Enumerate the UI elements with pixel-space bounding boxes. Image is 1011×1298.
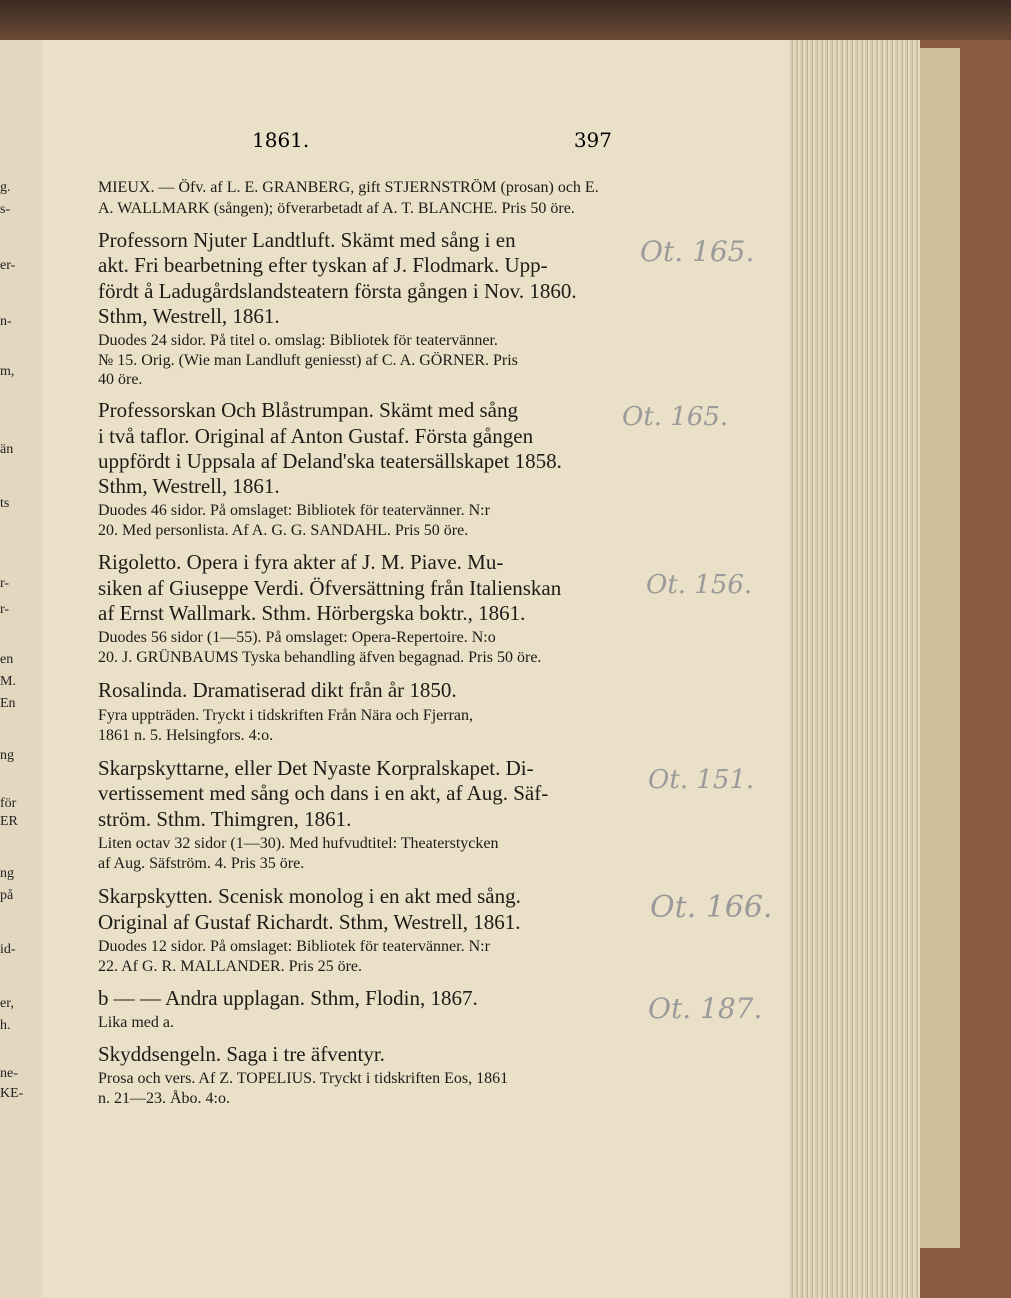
left-margin-text: g. bbox=[0, 180, 11, 195]
handwritten-note: Ot. 151. bbox=[648, 765, 755, 795]
left-margin-text: er- bbox=[0, 258, 16, 273]
left-margin-text: r- bbox=[0, 576, 10, 591]
left-margin-text: En bbox=[0, 696, 16, 711]
page bbox=[42, 40, 790, 1298]
entry-line: Sthm, Westrell, 1861. bbox=[98, 474, 280, 498]
left-margin-text: på bbox=[0, 888, 14, 903]
entry-line: Sthm, Westrell, 1861. bbox=[98, 304, 280, 328]
entry-title-line: Skarpskyttarne, eller Det Nyaste Korpralskapet. Di- bbox=[98, 756, 534, 780]
left-margin-text: h. bbox=[0, 1018, 11, 1033]
entry-note: Duodes 24 sidor. På titel o. omslag: Bibliotek för teatervänner. bbox=[98, 332, 498, 349]
entry-note: 20. J. GRÜNBAUMS Tyska behandling äfven begagnad. Pris 50 öre. bbox=[98, 649, 542, 666]
entry-note: af Aug. Säfström. 4. Pris 35 öre. bbox=[98, 855, 305, 872]
entry-note: Fyra uppträden. Tryckt i tidskriften Från Nära och Fjerran, bbox=[98, 707, 474, 724]
left-margin-text: M. bbox=[0, 674, 16, 689]
entry-note: n. 21—23. Åbo. 4:o. bbox=[98, 1090, 230, 1107]
entry-line: siken af Giuseppe Verdi. Öfversättning från Italienskan bbox=[98, 576, 562, 600]
left-margin-text: ne- bbox=[0, 1066, 18, 1081]
entry-line: uppfördt i Uppsala af Deland'ska teatersällskapet 1858. bbox=[98, 449, 562, 473]
entry-line: akt. Fri bearbetning efter tyskan af J. Flodmark. Upp- bbox=[98, 253, 548, 277]
entry-note: Lika med a. bbox=[98, 1014, 174, 1031]
entry-note: № 15. Orig. (Wie man Landluft geniesst) af C. A. GÖRNER. Pris bbox=[98, 352, 518, 369]
left-margin-text: än bbox=[0, 442, 14, 457]
entry-title-line: Skyddsengeln. Saga i tre äfventyr. bbox=[98, 1042, 385, 1066]
entry-note: Prosa och vers. Af Z. TOPELIUS. Tryckt i tidskriften Eos, 1861 bbox=[98, 1070, 509, 1087]
entry-note: Liten octav 32 sidor (1—30). Med hufvudtitel: Theaterstycken bbox=[98, 835, 499, 852]
left-margin-text: r- bbox=[0, 602, 10, 617]
entry-line: i två taflor. Original af Anton Gustaf. Första gången bbox=[98, 424, 534, 448]
entry-title-line: Professorn Njuter Landtluft. Skämt med sång i en bbox=[98, 228, 516, 252]
entry-note: Duodes 12 sidor. På omslaget: Bibliotek för teatervänner. N:r bbox=[98, 938, 490, 955]
left-margin-text: n- bbox=[0, 314, 12, 329]
header-year: 1861. bbox=[252, 128, 310, 152]
book-fore-edge bbox=[790, 40, 920, 1298]
left-margin-text: KE- bbox=[0, 1086, 24, 1101]
entry-line: Original af Gustaf Richardt. Sthm, Westrell, 1861. bbox=[98, 910, 521, 934]
left-margin-text: ng bbox=[0, 748, 14, 763]
handwritten-note: Ot. 187. bbox=[648, 992, 763, 1025]
entry-title-line: Rigoletto. Opera i fyra akter af J. M. Piave. Mu- bbox=[98, 550, 504, 574]
left-margin-text: en bbox=[0, 652, 14, 667]
left-margin-text: för bbox=[0, 796, 17, 811]
handwritten-note: Ot. 165. bbox=[640, 235, 755, 268]
left-margin-text: id- bbox=[0, 942, 16, 957]
entry-title-line: Professorskan Och Blåstrumpan. Skämt med sång bbox=[98, 398, 518, 422]
left-page-edge bbox=[0, 40, 42, 1298]
page-number: 397 bbox=[573, 128, 612, 152]
left-margin-text: ER bbox=[0, 814, 18, 829]
entry-line: A. WALLMARK (sången); öfverarbetadt af A. T. BLANCHE. Pris 50 öre. bbox=[98, 200, 575, 217]
left-margin-text: ts bbox=[0, 496, 10, 511]
entry-note: 22. Af G. R. MALLANDER. Pris 25 öre. bbox=[98, 958, 362, 975]
book-binding-top bbox=[0, 0, 1011, 40]
handwritten-note: Ot. 156. bbox=[646, 570, 753, 600]
entry-line: fördt å Ladugårdslandsteatern första gången i Nov. 1860. bbox=[98, 279, 577, 303]
entry-line: vertissement med sång och dans i en akt, af Aug. Säf- bbox=[98, 781, 549, 805]
entry-line: ström. Sthm. Thimgren, 1861. bbox=[98, 807, 352, 831]
handwritten-note: Ot. 165. bbox=[622, 402, 729, 432]
entry-note: 40 öre. bbox=[98, 371, 143, 388]
entry-note: 20. Med personlista. Af A. G. G. SANDAHL. Pris 50 öre. bbox=[98, 522, 469, 539]
entry-note: 1861 n. 5. Helsingfors. 4:o. bbox=[98, 727, 274, 744]
handwritten-note: Ot. 166. bbox=[650, 890, 773, 925]
entry-note: Duodes 56 sidor (1—55). På omslaget: Opera-Repertoire. N:o bbox=[98, 629, 496, 646]
book-cover-inner bbox=[920, 48, 960, 1248]
left-margin-text: m, bbox=[0, 364, 15, 379]
left-margin-text: ng bbox=[0, 866, 14, 881]
entry-title-line: Rosalinda. Dramatiserad dikt från år 1850. bbox=[98, 678, 457, 702]
left-margin-text: s- bbox=[0, 202, 11, 217]
entry-line: af Ernst Wallmark. Sthm. Hörbergska boktr., 1861. bbox=[98, 601, 526, 625]
entry-title-line: Skarpskytten. Scenisk monolog i en akt med sång. bbox=[98, 884, 521, 908]
entry-note: Duodes 46 sidor. På omslaget: Bibliotek för teatervänner. N:r bbox=[98, 502, 490, 519]
left-margin-text: er, bbox=[0, 996, 14, 1011]
entry-line: MIEUX. — Öfv. af L. E. GRANBERG, gift STJERNSTRÖM (prosan) och E. bbox=[98, 179, 599, 196]
entry-title-line: b — — Andra upplagan. Sthm, Flodin, 1867. bbox=[98, 986, 478, 1010]
